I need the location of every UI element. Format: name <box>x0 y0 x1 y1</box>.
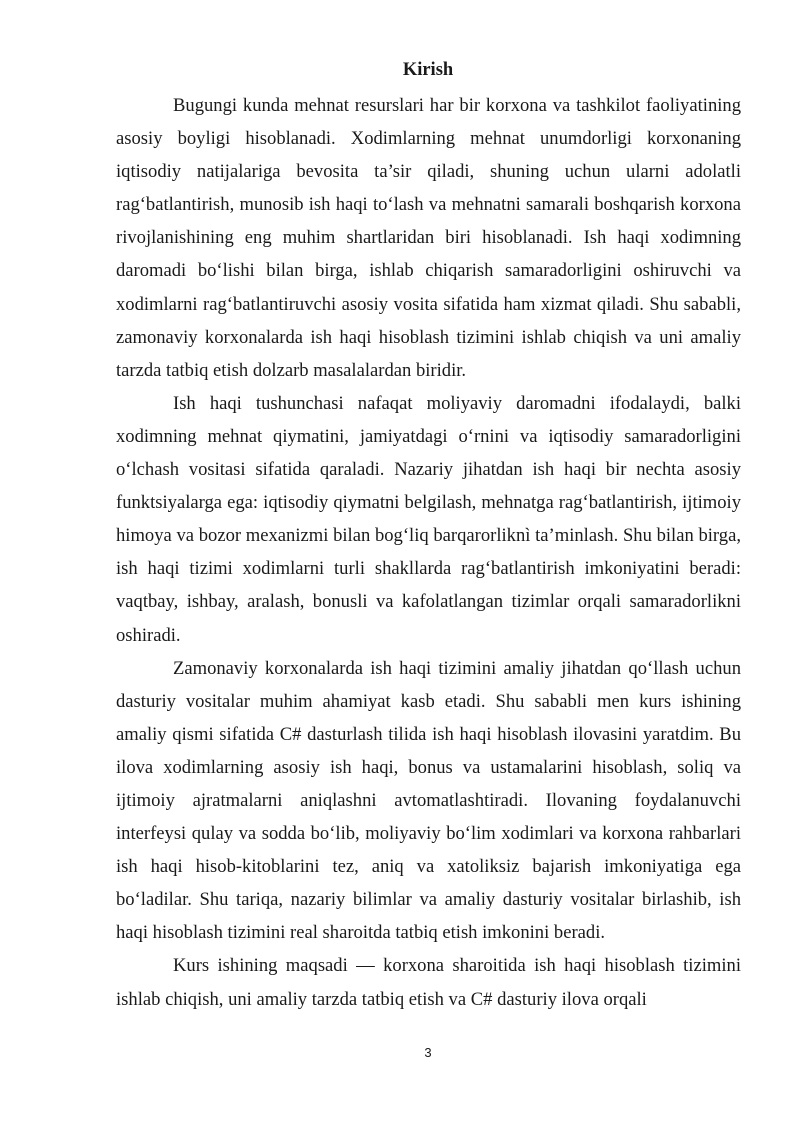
section-title: Kirish <box>402 60 454 80</box>
page-number: 3 <box>424 1045 432 1060</box>
paragraph-3: Zamonaviy korxonalarda ish haqi tizimini amaliy jihatdan qo‘llash uchun dasturiy vositalar muhim ahamiyat kasb etadi. Shu sababli men kurs ishining amaliy qismi sifatida C# dasturlash tilida ish haqi hisoblash ilovasini yaratdim. Bu ilova xodimlarning asosiy ish haqi, bonus va ustamalarini hisoblash, soliq va ijtimoiy ajratmalarni aniqlashni avtomatlashtiradi. Ilovaning foydalanuvchi interfeysi qulay va sodda bo‘lib, moliyaviy bo‘lim xodimlari va korxona rahbarlari ish haqi hisob-kitoblarini tez, aniq va xatoliksiz bajarish imkoniyatiga ega bo‘ladilar. Shu tariqa, nazariy bilimlar va amaliy dasturiy vositalar birlashib, ish haqi hisoblash tizimini real sharoitda tatbiq etish imkonini beradi. <box>116 657 741 944</box>
body-text <box>116 89 741 1016</box>
paragraph-4: Kurs ishining maqsadi — korxona sharoitida ish haqi hisoblash tizimini ishlab chiqish, uni amaliy tarzda tatbiq etish va C# dasturiy ilova orqali <box>116 955 741 1010</box>
paragraph-1: Bugungi kunda mehnat resurslari har bir korxona va tashkilot faoliyatining asosiy boyligi hisoblanadi. Xodimlarning mehnat unumdorligi korxonaning iqtisodiy natijalariga bevosita ta’sir qiladi, shuning uchun ularni adolatli rag‘batlantirish, munosib ish haqi to‘lash va mehnatni samarali boshqarish korxona rivojlanishining eng muhim shartlaridan biri hisoblanadi. Ish haqi xodimning daromadi bo‘lishi bilan birga, ishlab chiqarish samaradorligini oshiruvchi va xodimlarni rag‘batlantiruvchi asosiy vosita sifatida ham xizmat qiladi. Shu sababli, zamonaviy korxonalarda ish haqi hisoblash tizimini ishlab chiqish va uni amaliy tarzda tatbiq etish dolzarb masalalardan biridir. <box>116 95 741 381</box>
paragraph-2: Ish haqi tushunchasi nafaqat moliyaviy daromadni ifodalaydi, balki xodimning mehnat qiymatini, jamiyatdagi o‘rnini va iqtisodiy samaradorligini o‘lchash vositasi sifatida qaraladi. Nazariy jihatdan ish haqi bir nechta asosiy funktsiyalarga ega: iqtisodiy qiymatni belgilash, mehnatga rag‘batlantirish, ijtimoiy himoya va bozor mexanizmi bilan bog‘liq barqarorliknì ta’minlash. Shu bilan birga, ish haqi tizimi xodimlarni turli shakllarda rag‘batlantirish imkoniyatini beradi: vaqtbay, ishbay, aralash, bonusli va kafolatlangan tizimlar orqali samaradorlikni oshiradi. <box>116 392 741 646</box>
